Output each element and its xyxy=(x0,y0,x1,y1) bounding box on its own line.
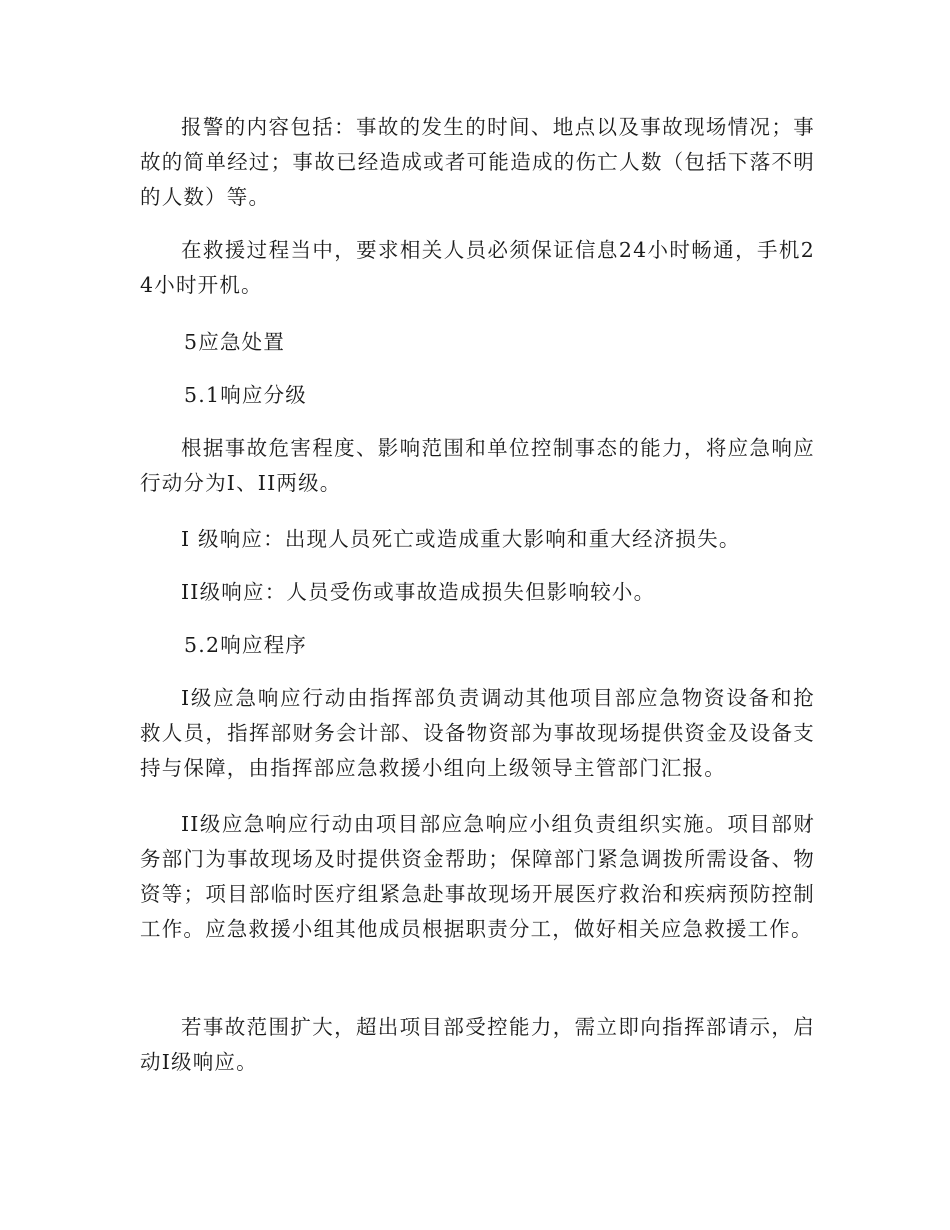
paragraph-alarm-content: 报警的内容包括：事故的发生的时间、地点以及事故现场情况；事故的简单经过；事故已经造成或者可能造成的伤亡人数（包括下落不明的人数）等。 xyxy=(140,115,815,209)
paragraph-level-two: II级响应：人员受伤或事故造成损失但影响较小。 xyxy=(181,580,656,604)
section-heading-response-procedure: 5.2响应程序 xyxy=(184,633,308,657)
section-heading-emergency-response: 5应急处置 xyxy=(184,330,286,354)
section-heading-response-levels: 5.1响应分级 xyxy=(184,383,308,407)
paragraph-level-one-procedure: I级应急响应行动由指挥部负责调动其他项目部应急物资设备和抢救人员，指挥部财务会计部、设备物资部为事故现场提供资金及设备支持与保障，由指挥部应急救援小组向上级领导主管部门汇报。 xyxy=(140,686,815,780)
paragraph-level-one: Ⅰ 级响应：出现人员死亡或造成重大影响和重大经济损失。 xyxy=(181,527,741,551)
paragraph-response-classification: 根据事故危害程度、影响范围和单位控制事态的能力，将应急响应行动分为I、II两级。 xyxy=(140,436,815,495)
paragraph-level-two-procedure: II级应急响应行动由项目部应急响应小组负责组织实施。项目部财务部门为事故现场及时提供资金帮助；保障部门紧急调拨所需设备、物资等；项目部临时医疗组紧急赴事故现场开展医疗救治和疾病预防控制工作。应急救援小组其他成员根据职责分工，做好相关应急救援工作。 xyxy=(140,812,815,941)
paragraph-communication: 在救援过程当中，要求相关人员必须保证信息24小时畅通，手机24小时开机。 xyxy=(140,238,815,297)
paragraph-escalation: 若事故范围扩大，超出项目部受控能力，需立即向指挥部请示，启动I级响应。 xyxy=(140,1015,815,1074)
